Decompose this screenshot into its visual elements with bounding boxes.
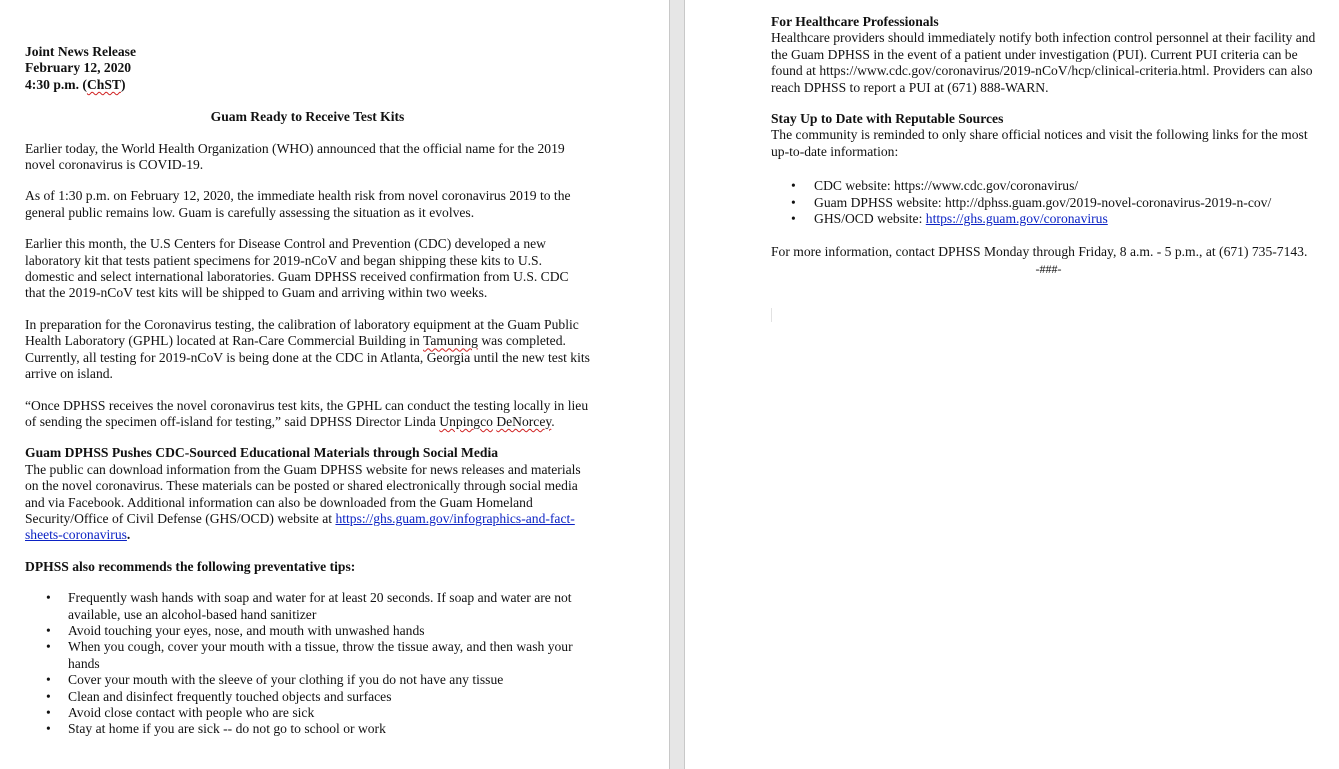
release-timezone: ChST xyxy=(86,76,121,92)
list-item xyxy=(771,211,1326,227)
social-media-paragraph xyxy=(25,462,590,544)
list-item: • CDC website: https://www.cdc.gov/coronavirus/ xyxy=(771,178,1326,194)
left-column xyxy=(25,44,590,738)
calibration-text-a: In preparation for the Coronavirus testing, the calibration of laboratory equipment at the Guam Public Health Laboratory (GPHL) located at Ran-Care Commercial Building in xyxy=(25,316,579,349)
sources-list xyxy=(771,178,1326,227)
list-item: • Avoid touching your eyes, nose, and mouth with unwashed hands xyxy=(25,623,590,639)
quote-end: . xyxy=(551,413,555,429)
paragraph-who: Earlier today, the World Health Organization (WHO) announced that the official name for the 2019 novel coronavirus is COVID-19. xyxy=(25,140,565,173)
release-time-suffix: ) xyxy=(120,76,126,92)
release-type: Joint News Release xyxy=(25,44,136,59)
quote-name-unpingco: Unpingco xyxy=(439,413,493,429)
page-gutter xyxy=(669,0,685,769)
tips-list xyxy=(25,590,590,738)
list-item: • When you cough, cover your mouth with a tissue, throw the tissue away, and then wash your hands xyxy=(25,639,590,672)
social-media-end: . xyxy=(126,527,131,543)
ghs-coronavirus-link[interactable]: https://ghs.guam.gov/coronavirus xyxy=(925,211,1108,227)
ghs-infographics-link[interactable]: https://ghs.guam.gov/infographics-and-fact-sheets-coronavirus xyxy=(25,510,575,543)
release-date: February 12, 2020 xyxy=(25,60,132,76)
press-title: Guam Ready to Receive Test Kits xyxy=(210,109,405,125)
list-item: • Stay at home if you are sick -- do not go to school or work xyxy=(25,721,590,737)
calibration-place: Tamuning xyxy=(423,333,478,349)
release-header xyxy=(25,44,590,93)
calibration-text-b: was completed. Currently, all testing for 2019-nCoV is being done at the CDC in Atlanta, Georgia until the new test kits arrive on island. xyxy=(25,333,590,382)
release-time-prefix: 4:30 p.m. ( xyxy=(25,76,87,92)
document-page-right xyxy=(685,0,1339,769)
hcp-heading: For Healthcare Professionals xyxy=(771,14,939,29)
stay-updated-paragraph: The community is reminded to only share official notices and visit the following links for the most up-to-date information: xyxy=(771,127,1308,159)
tips-heading: DPHSS also recommends the following preventative tips: xyxy=(25,558,356,574)
paragraph-cdc-kits: Earlier this month, the U.S Centers for Disease Control and Prevention (CDC) developed a new laboratory kit that tests patient specimens for 2019-nCoV and began shipping these kits to U.S. domestic and select international laboratories. Guam DPHSS received confirmation from U.S. CDC that the 2019-nCoV test kits will be shipped to Guam and arriving within two weeks. xyxy=(25,236,569,301)
paragraph-quote xyxy=(25,398,590,431)
contact-paragraph: For more information, contact DPHSS Monday through Friday, 8 a.m. - 5 p.m., at (671) 735-7143. xyxy=(771,244,1308,260)
social-media-text: The public can download information from the Guam DPHSS website for news releases and materials on the novel coronavirus. These materials can be posted or shared electronically through social media and via Facebook. Additional information can also be downloaded from the Guam Homeland Security/Office of Civil Defense (GHS/OCD) website at xyxy=(25,461,581,526)
list-item: • Avoid close contact with people who are sick xyxy=(25,705,590,721)
ghs-ocd-label: GHS/OCD website: xyxy=(814,211,926,227)
list-item: • Clean and disinfect frequently touched objects and surfaces xyxy=(25,689,590,705)
right-column xyxy=(771,14,1326,277)
quote-text: “Once DPHSS receives the novel coronavirus test kits, the GPHL can conduct the testing locally in lieu of sending the specimen off-island for testing,” said DPHSS Director Linda xyxy=(25,397,589,429)
paragraph-calibration xyxy=(25,317,590,383)
release-time xyxy=(25,77,590,93)
list-item: • Guam DPHSS website: http://dphss.guam.gov/2019-novel-coronavirus-2019-n-cov/ xyxy=(771,195,1326,211)
end-mark: -###- xyxy=(1035,261,1062,276)
hcp-paragraph: Healthcare providers should immediately notify both infection control personnel at their facility and the Guam DPHSS in the event of a patient under investigation (PUI). Current PUI criteria can be found at https://www.cdc.gov/coronavirus/2019-nCoV/hcp/clinical-criteria.html. Providers can also reach DPHSS to report a PUI at (671) 888-WARN. xyxy=(771,30,1316,95)
text-cursor xyxy=(771,308,772,322)
social-media-heading: Guam DPHSS Pushes CDC-Sourced Educational Materials through Social Media xyxy=(25,445,499,461)
paragraph-risk: As of 1:30 p.m. on February 12, 2020, the immediate health risk from novel coronavirus 2019 to the general public remains low. Guam is carefully assessing the situation as it evolves. xyxy=(25,188,571,220)
stay-updated-heading: Stay Up to Date with Reputable Sources xyxy=(771,111,1004,127)
quote-name-denorcey: DeNorcey xyxy=(496,413,552,429)
list-item: • Cover your mouth with the sleeve of your clothing if you do not have any tissue xyxy=(25,672,590,688)
list-item: • Frequently wash hands with soap and water for at least 20 seconds. If soap and water are not available, use an alcohol-based hand sanitizer xyxy=(25,590,590,623)
document-page-left xyxy=(0,0,669,769)
